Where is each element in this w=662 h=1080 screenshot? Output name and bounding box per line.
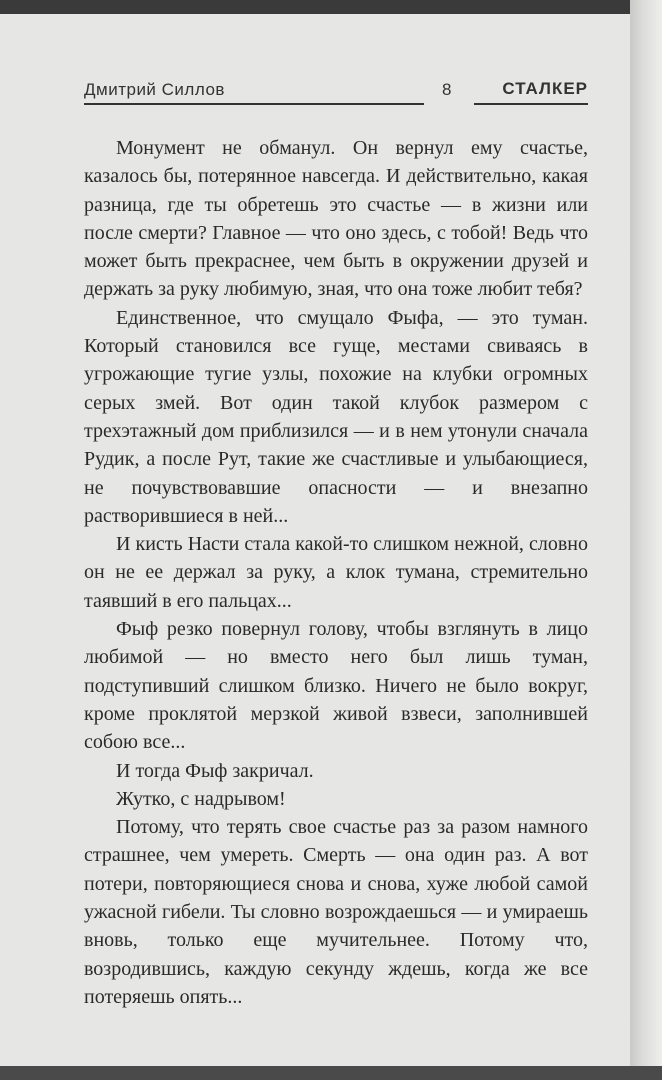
body-text bbox=[84, 134, 588, 1011]
paragraph: И кисть Насти стала какой-то слишком нежной, словно он не ее держал за руку, а клок тумана, стремительно таявший в его пальцах... bbox=[84, 533, 588, 612]
paragraph: Жутко, с надрывом! bbox=[116, 787, 286, 810]
paragraph: Монумент не обманул. Он вернул ему счастье, казалось бы, потерянное навсегда. И действительно, какая разница, где ты обретешь это счастье — в жизни или после смерти? Главное — что оно здесь, с тобой! Ведь что может быть прекраснее, чем быть в окружении друзей и держать за руку любимую, зная, что она тоже любит тебя? bbox=[84, 137, 588, 301]
book-page bbox=[0, 14, 630, 1066]
series-title: СТАЛКЕР bbox=[502, 79, 588, 98]
running-header bbox=[84, 76, 588, 106]
page-number: 8 bbox=[442, 80, 452, 99]
bottom-edge bbox=[0, 1066, 662, 1080]
paragraph: Фыф резко повернул голову, чтобы взглянуть в лицо любимой — но вместо него был лишь туман, подступивший слишком близко. Ничего не было вокруг, кроме проклятой мерзкой живой взвеси, заполнившей собою все... bbox=[84, 618, 588, 754]
page-edge bbox=[630, 0, 662, 1080]
paragraph: И тогда Фыф закричал. bbox=[116, 759, 314, 782]
header-rule-left bbox=[84, 103, 424, 105]
header-rule-right bbox=[474, 103, 588, 105]
paragraph: Потому, что терять свое счастье раз за разом намного страшнее, чем умереть. Смерть — она один раз. А вот потери, повторяющиеся снова и снова, хуже любой самой ужасной гибели. Ты словно возрождаешься — и умираешь вновь, только еще мучительнее. Потому что, возродившись, каждую секунду ждешь, когда же все потеряешь опять... bbox=[84, 816, 588, 1008]
author-name: Дмитрий Силлов bbox=[84, 80, 225, 99]
paragraph: Единственное, что смущало Фыфа, — это туман. Который становился все гуще, местами свиваясь в угрожающие тугие узлы, похожие на клубки огромных серых змей. Вот один такой клубок размером с трехэтажный дом приблизился — и в нем утонули сначала Рудик, а после Рут, такие же счастливые и улыбающиеся, не почувствовавшие опасности — и внезапно растворившиеся в ней... bbox=[84, 306, 588, 527]
